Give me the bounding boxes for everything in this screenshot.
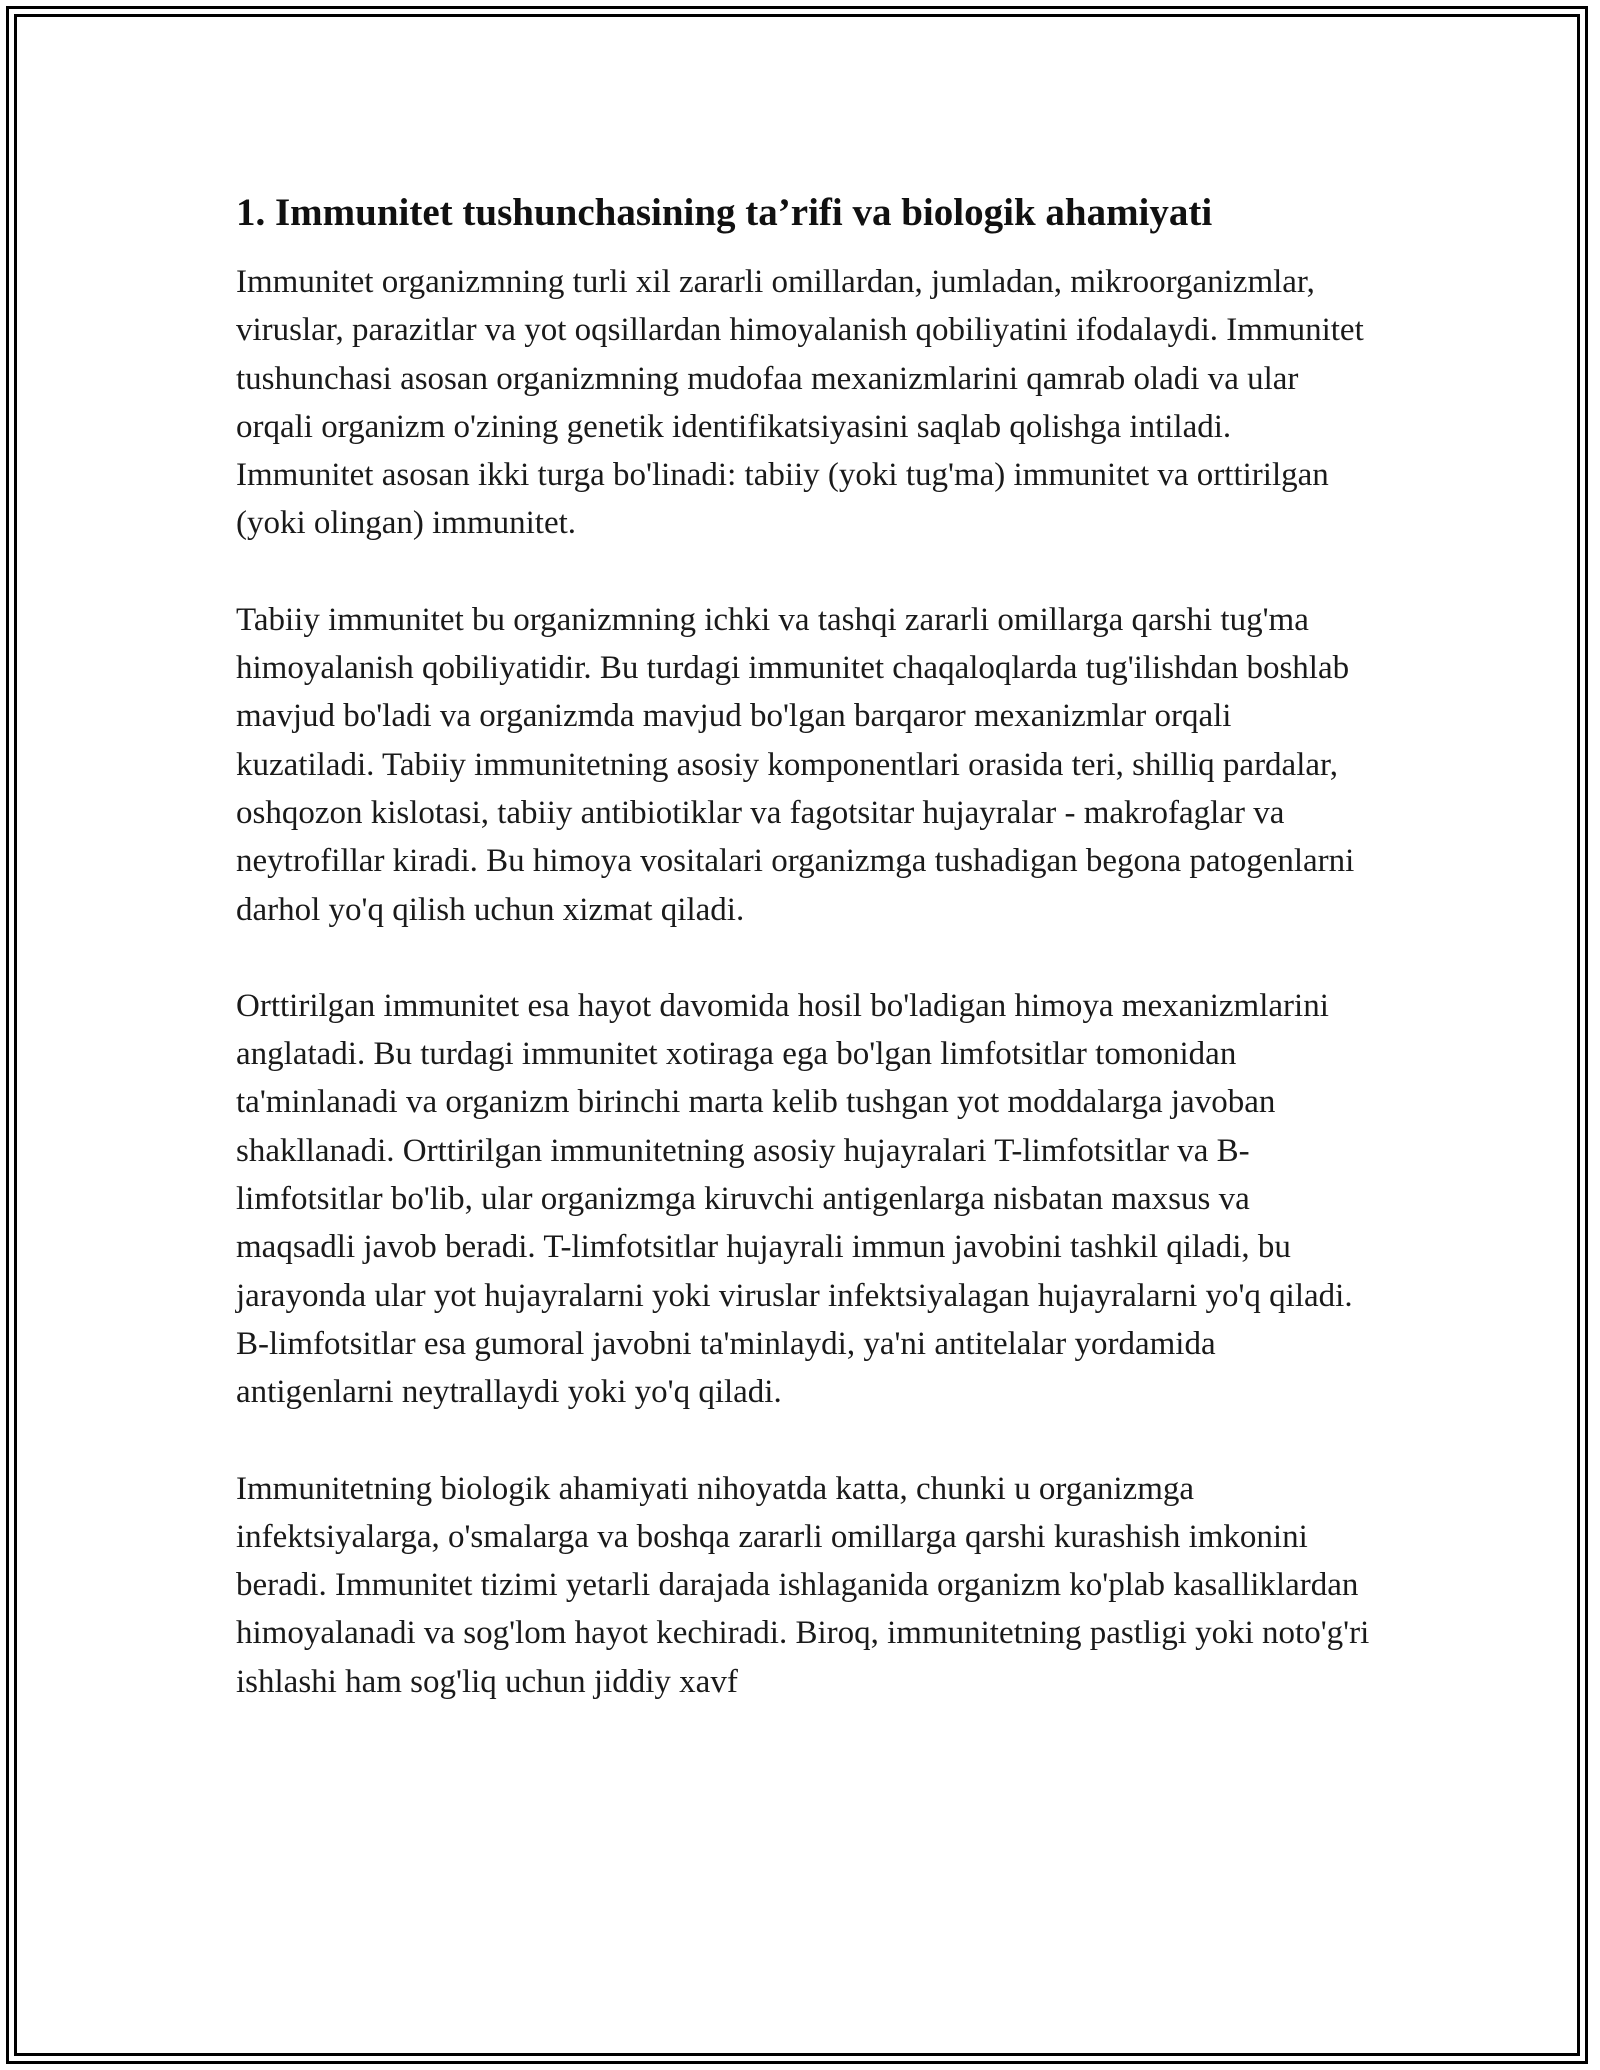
paragraph-definition: Immunitet organizmning turli xil zararli omillardan, jumladan, mikroorganizmlar, viruslar, parazitlar va yot oqsillardan himoyalanish qobiliyatini ifodalaydi. Immunitet tushunchasi asosan organizmning mudofaa mexanizmlarini qamrab oladi va ular orqali organizm o'zining genetik identifikatsiyasini saqlab qolishga intiladi. Immunitet asosan ikki turga bo'linadi: tabiiy (yoki tug'ma) immunitet va orttirilgan (yoki olingan) immunitet. <box>236 264 1364 542</box>
document-body <box>236 188 1376 1754</box>
paragraph-acquired-immunity: Orttirilgan immunitet esa hayot davomida hosil bo'ladigan himoya mexanizmlarini anglatadi. Bu turdagi immunitet xotiraga ega bo'lgan limfotsitlar tomonidan ta'minlanadi va organizm birinchi marta kelib tushgan yot moddalarga javoban shakllanadi. Orttirilgan immunitetning asosiy hujayralari T-limfotsitlar va B-limfotsitlar bo'lib, ular organizmga kiruvchi antigenlarga nisbatan maxsus va maqsadli javob beradi. T-limfotsitlar hujayrali immun javobini tashkil qiladi, bu jarayonda ular yot hujayralarni yoki viruslar infektsiyalagan hujayralarni yo'q qiladi. B-limfotsitlar esa gumoral javobni ta'minlaydi, ya'ni antitelalar yordamida antigenlarni neytrallaydi yoki yo'q qiladi. <box>236 987 1353 1411</box>
paragraph-innate-immunity: Tabiiy immunitet bu organizmning ichki va tashqi zararli omillarga qarshi tug'ma himoyalanish qobiliyatidir. Bu turdagi immunitet chaqaloqlarda tug'ilishdan boshlab mavjud bo'ladi va organizmda mavjud bo'lgan barqaror mexanizmlar orqali kuzatiladi. Tabiiy immunitetning asosiy komponentlari orasida teri, shilliq pardalar, oshqozon kislotasi, tabiiy antibiotiklar va fagotsitar hujayralar - makrofaglar va neytrofillar kiradi. Bu himoya vositalari organizmga tushadigan begona patogenlarni darhol yo'q qilish uchun xizmat qiladi. <box>236 601 1355 928</box>
section-heading: 1. Immunitet tushunchasining ta’rifi va biologik ahamiyati <box>236 191 1213 234</box>
paragraph-biological-significance: Immunitetning biologik ahamiyati nihoyatda katta, chunki u organizmga infektsiyalarga, o'smalarga va boshqa zararli omillarga qarshi kurashish imkonini beradi. Immunitet tizimi yetarli darajada ishlaganida organizm ko'plab kasalliklardan himoyalanadi va sog'lom hayot kechiradi. Biroq, immunitetning pastligi yoki noto'g'ri ishlashi ham sog'liq uchun jiddiy xavf <box>236 1470 1370 1700</box>
